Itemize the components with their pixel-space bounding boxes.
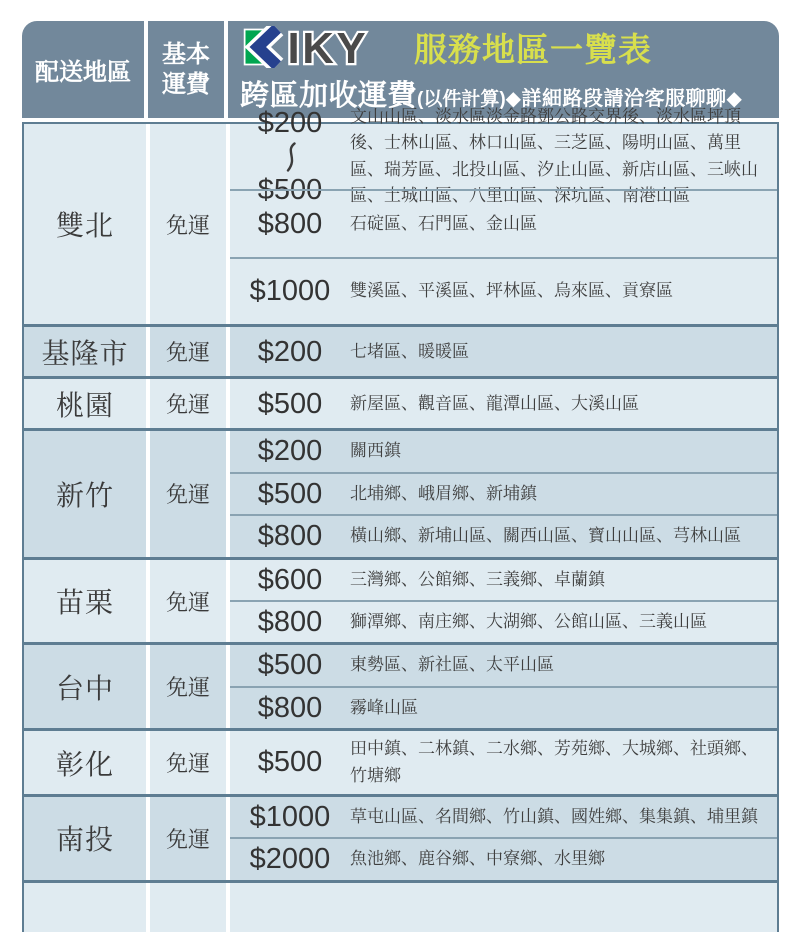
region-name: 苗栗 xyxy=(24,560,150,643)
range-wave-icon xyxy=(283,142,298,172)
subtitle-note: ◆詳細路段請洽客服聊聊◆ xyxy=(505,87,743,110)
area-list: 草屯山區、名間鄉、竹山鎮、國姓鄉、集集鎮、埔里鎮 xyxy=(350,807,758,827)
region-name xyxy=(24,883,150,932)
area-list: 七堵區、暖暖區 xyxy=(350,341,469,361)
fee-row xyxy=(230,600,777,642)
fee-row xyxy=(230,379,777,428)
brand-line xyxy=(240,24,775,71)
area-list: 三灣鄉、公館鄉、三義鄉、卓蘭鎮 xyxy=(350,569,605,589)
fee-rows xyxy=(230,107,777,324)
price-cell xyxy=(230,607,350,637)
fee-rows xyxy=(230,431,777,556)
region-group xyxy=(24,880,777,932)
price-cell xyxy=(230,337,350,367)
header-base-fee: 基本運費 xyxy=(148,21,228,118)
base-fee-value: 免運 xyxy=(150,797,230,880)
fee-rows xyxy=(230,560,777,643)
price-cell xyxy=(230,521,350,551)
surcharge-price: $200 xyxy=(257,435,323,468)
surcharge-price: $200 xyxy=(257,107,323,140)
fee-row xyxy=(230,514,777,556)
fee-row xyxy=(230,686,777,728)
fee-row xyxy=(230,645,777,685)
fee-row xyxy=(230,431,777,471)
surcharge-price: $1000 xyxy=(249,801,331,833)
brand-title: 服務地區一覽表 xyxy=(414,30,652,68)
base-fee-value xyxy=(150,883,230,932)
area-list: 文山山區、淡水區淡金路鄧公路交界後、淡水區坪頂後、士林山區、林口山區、三芝區、陽明山區、萬里區、瑞芳區、北投山區、汐止山區、新店山區、三峽山區、土城山區、八里山區、深坑區、南港山區 xyxy=(350,107,758,206)
area-list: 東勢區、新社區、太平山區 xyxy=(350,655,554,675)
surcharge-price: $500 xyxy=(257,477,323,510)
region-group xyxy=(24,107,777,324)
fee-rows xyxy=(230,731,777,794)
region-group xyxy=(24,557,777,643)
price-cell xyxy=(230,650,350,680)
base-fee-value: 免運 xyxy=(150,560,230,643)
base-fee-value: 免運 xyxy=(150,124,230,324)
price-cell xyxy=(230,747,350,777)
region-group xyxy=(24,376,777,428)
area-list: 石碇區、石門區、金山區 xyxy=(350,213,537,233)
area-list: 魚池鄉、鹿谷鄉、中寮鄉、水里鄉 xyxy=(350,849,605,869)
surcharge-price: $800 xyxy=(257,207,323,240)
fee-row xyxy=(230,731,777,794)
surcharge-price: $500 xyxy=(257,387,323,420)
surcharge-price: $500 xyxy=(257,649,323,682)
surcharge-price: $200 xyxy=(257,335,323,368)
header-delivery-region: 配送地區 xyxy=(22,21,148,118)
fee-rows xyxy=(230,645,777,728)
subtitle-main: 跨區加收運費 xyxy=(240,79,418,112)
base-fee-value: 免運 xyxy=(150,431,230,556)
base-fee-value: 免運 xyxy=(150,645,230,728)
region-name: 台中 xyxy=(24,645,150,728)
price-cell xyxy=(230,693,350,723)
fee-row xyxy=(230,327,777,376)
base-fee-value: 免運 xyxy=(150,327,230,376)
fee-rows xyxy=(230,327,777,376)
base-fee-value: 免運 xyxy=(150,379,230,428)
fee-row xyxy=(230,107,777,206)
price-cell xyxy=(230,209,350,239)
fee-rows xyxy=(230,379,777,428)
base-fee-value: 免運 xyxy=(150,731,230,794)
region-group xyxy=(24,642,777,728)
brand-letters: IKY xyxy=(287,26,369,68)
region-name: 雙北 xyxy=(24,124,150,324)
fee-row xyxy=(230,797,777,837)
region-group xyxy=(24,428,777,556)
region-name: 桃園 xyxy=(24,379,150,428)
region-name: 新竹 xyxy=(24,431,150,556)
shipping-fee-table xyxy=(22,21,779,932)
surcharge-price: $600 xyxy=(257,563,323,596)
area-list: 橫山鄉、新埔山區、關西山區、寶山山區、芎林山區 xyxy=(350,526,741,546)
price-cell xyxy=(230,844,350,874)
region-name: 基隆市 xyxy=(24,327,150,376)
fee-rows xyxy=(230,797,777,880)
fee-rows xyxy=(230,883,777,932)
fee-row xyxy=(230,472,777,514)
price-cell xyxy=(230,276,350,306)
region-group xyxy=(24,324,777,376)
fee-row xyxy=(230,189,777,256)
area-list: 北埔鄉、峨眉鄉、新埔鎮 xyxy=(350,483,537,503)
area-list: 獅潭鄉、南庄鄉、大湖鄉、公館山區、三義山區 xyxy=(350,612,707,632)
area-list: 雙溪區、平溪區、坪林區、烏來區、貢寮區 xyxy=(350,281,673,301)
fee-row xyxy=(230,883,777,932)
price-cell xyxy=(230,389,350,419)
fee-row xyxy=(230,257,777,324)
price-cell xyxy=(230,479,350,509)
area-list: 關西鎮 xyxy=(350,441,401,461)
subtitle-paren: (以件計算) xyxy=(417,88,506,110)
area-list: 田中鎮、二林鎮、二水鄉、芳苑鄉、大城鄉、社頭鄉、竹塘鄉 xyxy=(350,739,758,785)
region-name: 彰化 xyxy=(24,731,150,794)
fee-row xyxy=(230,837,777,879)
fee-row xyxy=(230,560,777,600)
surcharge-price: $800 xyxy=(257,520,323,553)
surcharge-price-max: $500 xyxy=(257,173,323,206)
area-list: 新屋區、觀音區、龍潭山區、大溪山區 xyxy=(350,393,639,413)
price-cell xyxy=(230,565,350,595)
price-cell xyxy=(230,802,350,832)
surcharge-price: $500 xyxy=(257,746,323,779)
kiky-logo-icon xyxy=(240,26,398,68)
area-list: 霧峰山區 xyxy=(350,697,418,717)
surcharge-price: $2000 xyxy=(249,843,331,876)
region-name: 南投 xyxy=(24,797,150,880)
price-cell xyxy=(230,436,350,466)
region-group xyxy=(24,794,777,880)
surcharge-price: $800 xyxy=(257,606,323,638)
table-body xyxy=(22,107,779,932)
surcharge-price: $1000 xyxy=(249,275,331,308)
surcharge-price: $800 xyxy=(257,691,323,724)
region-group xyxy=(24,728,777,794)
